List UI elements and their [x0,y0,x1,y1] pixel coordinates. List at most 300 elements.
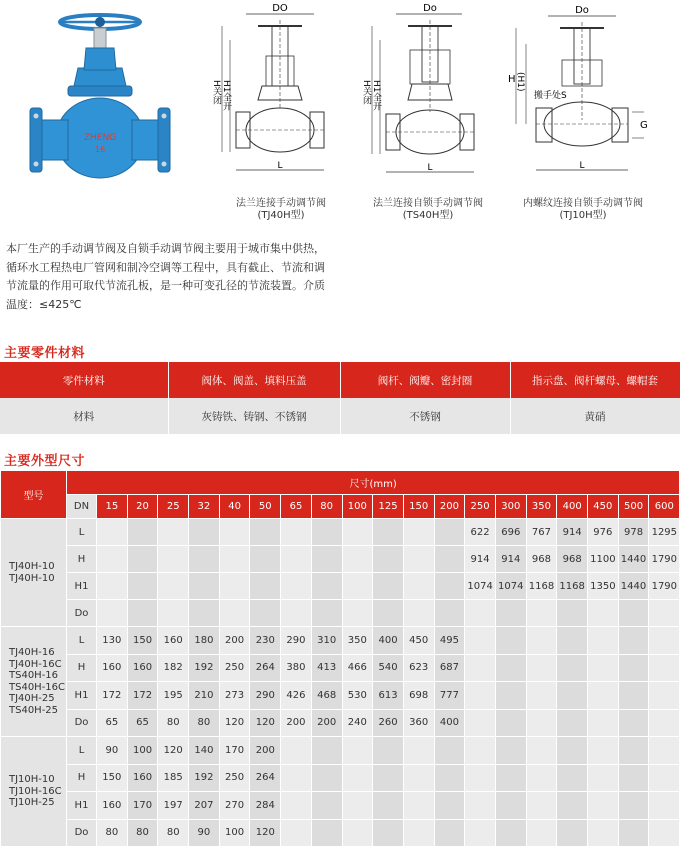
dimension-cell: 968 [526,546,557,573]
dimension-cell [526,600,557,627]
dn-value: 500 [618,495,649,519]
dimension-cell [588,819,619,847]
dimension-cell [189,519,220,546]
dn-value: 200 [434,495,465,519]
dimension-cell: 80 [158,709,189,737]
param-cell: H1 [67,682,97,710]
intro-line: 本厂生产的手动调节阀及自锁手动调节阀主要用于城市集中供热， [6,242,325,255]
dimension-cell: 1790 [649,573,680,600]
model-name: TJ40H-10 [9,561,55,572]
dimension-cell [618,819,649,847]
caption-ts40h [360,198,496,222]
dimension-cell: 210 [189,682,220,710]
caption-title: 内螺纹连接自锁手动调节阀 [523,198,643,209]
materials-header-cell: 指示盘、阀杆螺母、螺帽套 [510,362,680,398]
table-row [1,600,680,627]
dimension-cell: 170 [219,737,250,765]
dimension-cell [342,519,373,546]
table-row [1,737,680,765]
dimension-cell [373,792,404,820]
intro-line: 节流量的作用可取代节流孔板，是一种可变孔径的节流装置。介质 [6,279,325,292]
dimension-cell: 360 [403,709,434,737]
dimension-cell [250,600,281,627]
dimension-cell [189,600,220,627]
label-do: DO [272,3,288,14]
materials-header-cell: 阀体、阀盖、填料压盖 [168,362,340,398]
materials-row [0,398,680,434]
dimension-cell: 200 [311,709,342,737]
dimension-cell [526,627,557,655]
dimension-cell [557,682,588,710]
model-name: TS40H-16C [9,681,66,693]
param-cell: L [67,519,97,546]
dimension-cell [219,573,250,600]
dn-value: 100 [342,495,373,519]
label-l: L [579,161,585,171]
dimension-cell: 350 [342,627,373,655]
dn-value: 50 [250,495,281,519]
size-header: 尺寸(mm) [67,471,680,495]
dimension-cell [127,573,158,600]
dimension-cell [311,546,342,573]
dimension-cell: 413 [311,654,342,682]
dimension-cell [495,709,526,737]
dimension-cell [219,519,250,546]
dimension-cell [526,682,557,710]
materials-cell: 材料 [0,398,168,434]
dimension-cell [649,819,680,847]
dn-value: 15 [97,495,128,519]
dimension-cell: 1350 [588,573,619,600]
dimension-cell: 80 [97,819,128,847]
dimension-cell: 777 [434,682,465,710]
dimension-cell [250,546,281,573]
valve-photo [28,8,178,208]
diagram-ts40h [362,0,492,196]
param-cell: H [67,764,97,792]
dimension-cell [97,573,128,600]
dimension-cell: 65 [127,709,158,737]
dn-value: 32 [189,495,220,519]
dn-value: 300 [495,495,526,519]
dimension-cell [281,819,312,847]
dimension-cell [373,764,404,792]
intro-line: 循环水工程热电厂管网和制冷空调等工程中，具有截止、节流和调 [6,260,325,274]
dimension-cell [403,737,434,765]
dimension-cell [281,519,312,546]
dimension-cell: 530 [342,682,373,710]
dimension-cell: 65 [97,709,128,737]
dimension-cell: 622 [465,519,496,546]
dimension-cell [127,546,158,573]
dimension-cell [557,792,588,820]
dimension-cell [342,764,373,792]
dimension-cell [649,792,680,820]
dimension-cell [434,573,465,600]
diagram-tj40h [211,0,344,196]
dimension-cell [588,654,619,682]
dimension-cell [434,600,465,627]
dimension-cell [97,519,128,546]
dimension-cell [403,792,434,820]
dimension-cell: 273 [219,682,250,710]
caption-tj40h [216,198,346,222]
dimension-cell [311,519,342,546]
dimension-cell: 1074 [465,573,496,600]
dimension-cell [373,600,404,627]
dimension-cell [526,764,557,792]
dimension-cell: 150 [97,764,128,792]
dimension-cell [465,737,496,765]
materials-header-row [0,362,680,398]
table-row [1,573,680,600]
dimension-cell [588,627,619,655]
dimension-cell: 914 [557,519,588,546]
dn-value: 400 [557,495,588,519]
dimension-cell: 264 [250,654,281,682]
table-row [1,546,680,573]
dimension-cell [526,654,557,682]
dn-value: 25 [158,495,189,519]
dimension-cell: 1100 [588,546,619,573]
dimension-cell: 192 [189,764,220,792]
dimension-cell [649,737,680,765]
dimension-cell [465,764,496,792]
dimension-cell [557,654,588,682]
dimension-cell [557,600,588,627]
dimension-cell [373,573,404,600]
dn-value: 125 [373,495,404,519]
model-name: TJ10H-25 [9,797,55,809]
dimension-cell: 185 [158,764,189,792]
dimension-cell [526,819,557,847]
dimension-cell [495,737,526,765]
dimension-cell [373,819,404,847]
dimension-cell [403,573,434,600]
dn-value: 250 [465,495,496,519]
dimension-cell [649,682,680,710]
param-cell: Do [67,819,97,847]
dimension-cell [219,600,250,627]
dimension-cell [618,792,649,820]
dimension-cell: 698 [403,682,434,710]
dimension-cell [465,709,496,737]
dimension-cell [97,546,128,573]
dimension-cell [588,764,619,792]
dimension-cell: 100 [127,737,158,765]
dimension-cell [373,546,404,573]
table-row [1,792,680,820]
dimension-cell: 284 [250,792,281,820]
param-cell: L [67,737,97,765]
model-name: TJ40H-25 [9,693,55,704]
dimension-cell [557,819,588,847]
dimension-cell: 468 [311,682,342,710]
photo-brand-text: ZHENG [83,133,117,143]
materials-table [0,362,681,434]
dimension-cell: 160 [97,792,128,820]
model-cell [1,519,67,627]
dimension-cell [465,600,496,627]
dimension-cell: 160 [97,654,128,682]
materials-cell: 灰铸铁、铸钢、不锈钢 [168,398,340,434]
dimension-cell: 978 [618,519,649,546]
dimension-cell: 207 [189,792,220,820]
dimension-cell [526,737,557,765]
param-cell: L [67,627,97,655]
dimension-cell [127,519,158,546]
dimension-cell [618,682,649,710]
dimension-cell [495,819,526,847]
param-cell: H [67,546,97,573]
dn-row [1,495,680,519]
dimension-cell [618,627,649,655]
dimension-cell [465,792,496,820]
model-name: TJ10H-16C [9,785,62,797]
dimension-cell: 120 [250,819,281,847]
dimension-cell [557,737,588,765]
dimension-cell [495,654,526,682]
param-cell: H1 [67,573,97,600]
dimension-cell: 240 [342,709,373,737]
dimensions-header-row [1,471,680,495]
table-row [1,819,680,847]
dn-value: 40 [219,495,250,519]
caption-model: (TS40H型) [402,210,454,221]
dimension-cell [465,654,496,682]
diagram-tj10h [504,0,654,196]
model-cell [1,737,67,847]
model-name: TS40H-25 [9,704,59,716]
dimension-cell: 914 [465,546,496,573]
dimension-cell [465,627,496,655]
dimension-cell [342,737,373,765]
dimension-cell [434,546,465,573]
dimension-cell: 1790 [649,546,680,573]
dimension-cell [342,573,373,600]
table-row [1,654,680,682]
dimension-cell: 400 [434,709,465,737]
dimension-cell [311,764,342,792]
label-lock: 搬手处S [534,91,567,101]
materials-title: 主要零件材料 [4,346,86,361]
dimension-cell [649,627,680,655]
dimension-cell: 80 [189,709,220,737]
dimension-cell [588,737,619,765]
dimension-cell: 495 [434,627,465,655]
model-cell [1,627,67,737]
dimension-cell: 290 [281,627,312,655]
dimension-cell [311,573,342,600]
dimension-cell: 310 [311,627,342,655]
caption-model: (TJ40H型) [257,210,305,221]
dimension-cell: 540 [373,654,404,682]
dn-value: 450 [588,495,619,519]
dimension-cell [403,546,434,573]
table-row [1,709,680,737]
param-cell: H1 [67,792,97,820]
dimension-cell: 260 [373,709,404,737]
param-cell: Do [67,600,97,627]
dimension-cell [434,519,465,546]
dimension-cell: 172 [127,682,158,710]
dimension-cell [495,627,526,655]
dimension-cell: 466 [342,654,373,682]
dimension-cell [342,546,373,573]
dimension-cell: 200 [281,709,312,737]
dimension-cell: 426 [281,682,312,710]
dimension-cell [618,764,649,792]
dimension-cell [403,600,434,627]
model-header: 型号 [1,471,67,519]
dimension-cell [403,764,434,792]
dimension-cell [403,519,434,546]
dimension-cell [158,546,189,573]
dimension-cell: 160 [158,627,189,655]
dimension-cell: 160 [127,764,158,792]
dimension-cell: 696 [495,519,526,546]
materials-cell: 黄硝 [510,398,680,434]
dimension-cell: 623 [403,654,434,682]
dimension-cell: 182 [158,654,189,682]
dimension-cell: 197 [158,792,189,820]
table-row [1,519,680,546]
dimension-cell [158,573,189,600]
dimension-cell [618,709,649,737]
dimension-cell: 1168 [557,573,588,600]
dimension-cell: 450 [403,627,434,655]
param-cell: H [67,654,97,682]
label-g: G [640,120,648,131]
dimension-cell [342,819,373,847]
dimension-cell: 976 [588,519,619,546]
table-row [1,682,680,710]
dimension-cell [373,737,404,765]
dn-value: 20 [127,495,158,519]
dimension-cell: 1440 [618,573,649,600]
dimension-cell: 80 [158,819,189,847]
dimension-cell: 270 [219,792,250,820]
dimension-cell: 180 [189,627,220,655]
dimension-cell [250,519,281,546]
dimension-cell [97,600,128,627]
dimension-cell: 1440 [618,546,649,573]
dimension-cell: 200 [219,627,250,655]
dimension-cell: 230 [250,627,281,655]
caption-model: (TJ10H型) [559,210,607,221]
dimension-cell: 613 [373,682,404,710]
model-name: TJ10H-10 [9,774,55,786]
dimension-cell: 250 [219,654,250,682]
dimension-cell [588,709,619,737]
label-h: H [508,74,516,85]
dimension-cell: 1074 [495,573,526,600]
dimension-cell: 120 [250,709,281,737]
caption-title: 法兰连接自锁手动调节阀 [373,198,483,209]
dimension-cell: 1295 [649,519,680,546]
dimension-cell [281,792,312,820]
intro-paragraph [6,240,352,314]
dimension-cell: 1168 [526,573,557,600]
dimension-cell [618,600,649,627]
dimension-cell [311,819,342,847]
label-h1: (H1) [515,72,525,92]
caption-tj10h [508,198,658,222]
dimension-cell [465,819,496,847]
dimension-cell: 195 [158,682,189,710]
dimension-cell [281,737,312,765]
dimension-cell [465,682,496,710]
dimension-cell [649,600,680,627]
dimensions-table [0,470,680,847]
dimension-cell [618,737,649,765]
model-name: TJ40H-16 [9,647,55,658]
dimension-cell [495,600,526,627]
table-row [1,627,680,655]
model-name: TJ40H-16C [9,658,62,670]
dimension-cell: 380 [281,654,312,682]
materials-cell: 不锈钢 [340,398,510,434]
dimension-cell: 290 [250,682,281,710]
dimension-cell [342,792,373,820]
dimension-cell [281,764,312,792]
dimension-cell [281,546,312,573]
dimension-cell [649,709,680,737]
product-figures [0,0,680,236]
label-l: L [427,163,433,173]
label-do: Do [575,5,589,16]
dimension-cell [526,709,557,737]
dimension-cell: 150 [127,627,158,655]
materials-header-cell: 零件材料 [0,362,168,398]
dimension-cell [281,600,312,627]
dimension-cell [127,600,158,627]
materials-header-cell: 阀杆、阀瓣、密封圈 [340,362,510,398]
table-row [1,764,680,792]
label-h1: H1全开 [371,80,381,111]
dimensions-title: 主要外型尺寸 [4,454,86,469]
dimension-cell [281,573,312,600]
label-l: L [277,161,283,171]
dimension-cell [311,600,342,627]
dimension-cell: 120 [219,709,250,737]
label-h1: H1全开 [221,80,231,111]
dimension-cell [342,600,373,627]
dimension-cell: 100 [219,819,250,847]
param-cell: Do [67,709,97,737]
caption-title: 法兰连接手动调节阀 [236,198,326,209]
dimension-cell [434,792,465,820]
dimension-cell: 968 [557,546,588,573]
dimension-cell [588,792,619,820]
dimension-cell [557,709,588,737]
dimension-cell [373,519,404,546]
dn-value: 150 [403,495,434,519]
dimension-cell [588,600,619,627]
dimension-cell [434,737,465,765]
dimension-cell [250,573,281,600]
dimension-cell: 90 [189,819,220,847]
dimension-cell [189,546,220,573]
dimension-cell [618,654,649,682]
dimension-cell [557,627,588,655]
dimension-cell [189,573,220,600]
dimension-cell [526,792,557,820]
dn-label: DN [67,495,97,519]
dimension-cell [403,819,434,847]
dimension-cell: 130 [97,627,128,655]
dimension-cell [495,682,526,710]
